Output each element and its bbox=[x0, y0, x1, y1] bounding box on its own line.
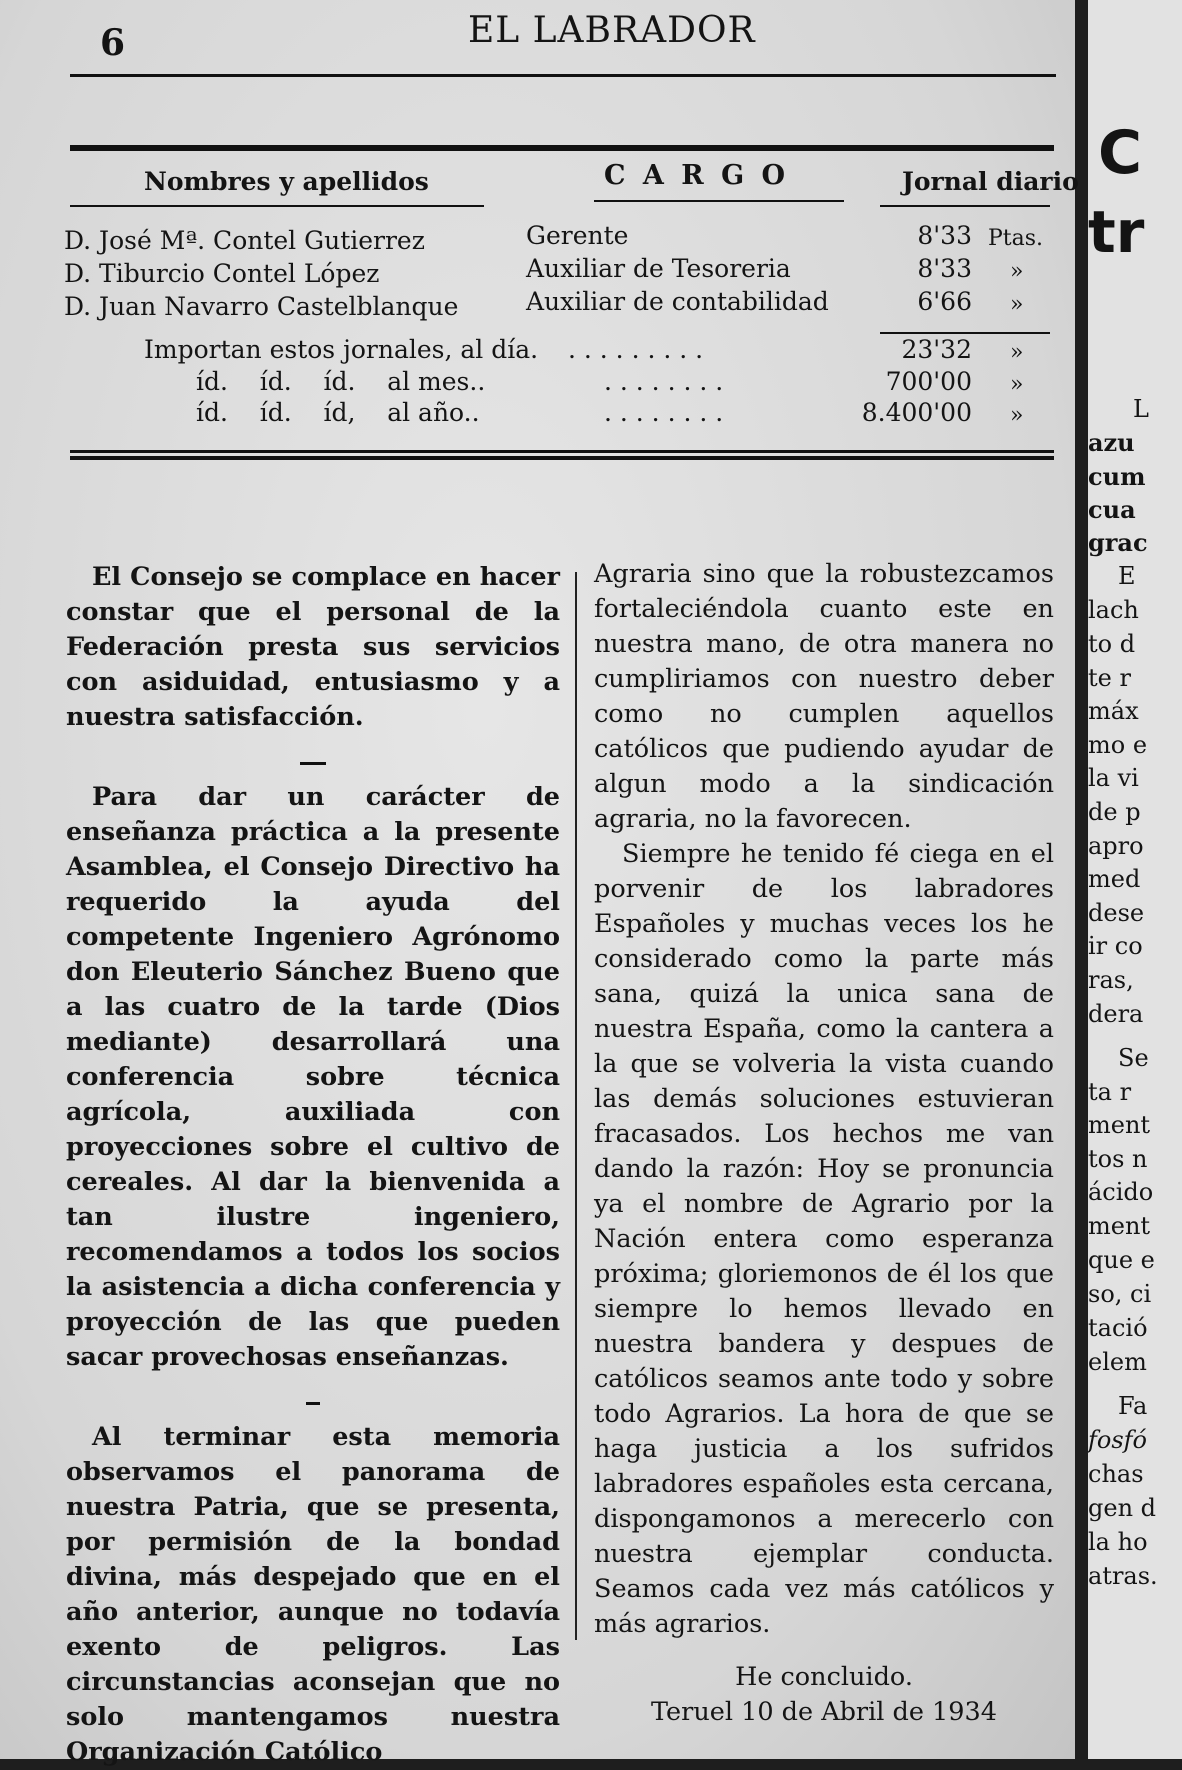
table-bottom-rule-1 bbox=[70, 450, 1054, 453]
table-bottom-rule-2 bbox=[70, 456, 1054, 460]
adjacent-text-line: de p bbox=[1088, 798, 1141, 826]
paragraph-personal: El Consejo se complace en hacer constar que el personal de la Federación presta sus servicios con asiduidad, entusiasmo y a nuestra satisfacción. bbox=[66, 562, 560, 732]
adjacent-text-line: máx bbox=[1088, 697, 1139, 725]
signoff: He concluido. bbox=[735, 1662, 913, 1692]
header-underline-cargo bbox=[594, 200, 844, 202]
leader-dots: . . . . . . . . . bbox=[568, 335, 704, 364]
header-rule bbox=[70, 74, 1056, 77]
adjacent-text-line: atras. bbox=[1088, 1562, 1158, 1590]
row-jornal: 8'33 bbox=[917, 254, 972, 283]
table-top-rule bbox=[70, 145, 1054, 151]
adjacent-text-line: cum bbox=[1088, 462, 1146, 491]
adjacent-text-line: ras, bbox=[1088, 966, 1134, 994]
row-cargo: Auxiliar de Tesoreria bbox=[526, 254, 791, 283]
adjacent-text-line: apro bbox=[1088, 832, 1144, 860]
totals-unit: » bbox=[1010, 372, 1024, 397]
adjacent-text-line: dera bbox=[1088, 1000, 1144, 1028]
paragraph-panorama: Al terminar esta memoria observamos el panorama de nuestra Patria, que se presenta, por permisión de la bondad divina, más despejado que en el año anterior, aunque no todavía exento de peligros. Las circunstancias aconsejan que no solo mantengamos nuestra Organización Católico bbox=[66, 1422, 560, 1767]
row-name: D. José Mª. Contel Gutierrez bbox=[64, 226, 425, 255]
totals-amount: 8.400'00 bbox=[861, 398, 972, 427]
adjacent-text-line: E bbox=[1118, 562, 1136, 590]
adjacent-text-line: lach bbox=[1088, 596, 1139, 624]
adjacent-text-line: so, ci bbox=[1088, 1280, 1152, 1308]
page-number: 6 bbox=[100, 22, 126, 64]
adjacent-text-line: L bbox=[1133, 395, 1149, 423]
row-jornal: 8'33 bbox=[917, 221, 972, 250]
adjacent-text-line: elem bbox=[1088, 1348, 1147, 1376]
adjacent-text-line: fosfó bbox=[1088, 1426, 1147, 1454]
adjacent-page-fragment bbox=[1088, 0, 1182, 1759]
row-cargo: Gerente bbox=[526, 221, 629, 250]
totals-label: íd. íd. íd. al mes.. bbox=[196, 367, 486, 396]
page-header-title: EL LABRADOR bbox=[468, 10, 756, 51]
leader-dots: . . . . . . . . bbox=[604, 398, 724, 427]
adjacent-heading-1: C bbox=[1098, 118, 1143, 188]
left-column bbox=[66, 560, 560, 1770]
adjacent-text-line: ácido bbox=[1088, 1178, 1154, 1206]
adjacent-text-line: azu bbox=[1088, 428, 1135, 457]
totals-label: íd. íd. íd, al año.. bbox=[196, 398, 480, 427]
paragraph-agraria: Agraria sino que la robustezcamos fortaleciéndola cuanto este en nuestra mano, de otra manera no cumpliriamos con nuestro deber como no cumplen aquellos católicos que pudiendo ayudar de algun modo a la sindicación agraria, no la favorecen. bbox=[594, 559, 1054, 834]
adjacent-text-line: Se bbox=[1118, 1044, 1149, 1072]
adjacent-text-line: to d bbox=[1088, 630, 1136, 658]
adjacent-text-line: ta r bbox=[1088, 1078, 1132, 1106]
header-cargo: C A R G O bbox=[604, 160, 790, 191]
leader-dots: . . . . . . . . bbox=[604, 367, 724, 396]
column-divider bbox=[575, 572, 577, 1640]
section-separator bbox=[66, 745, 560, 780]
adjacent-heading-2: tr bbox=[1088, 198, 1145, 266]
adjacent-text-line: tació bbox=[1088, 1314, 1148, 1342]
adjacent-text-line: que e bbox=[1088, 1246, 1155, 1274]
totals-label: Importan estos jornales, al día. bbox=[144, 335, 539, 364]
adjacent-text-line: ment bbox=[1088, 1212, 1151, 1240]
paragraph-conferencia: Para dar un carácter de enseñanza práctica a la presente Asamblea, el Consejo Directivo ha requerido la ayuda del competente Ingeniero Agrónomo don Eleuterio Sánchez Bueno que a las cuatro de la tarde (Dios mediante) desarrollará una conferencia sobre técnica agrícola, auxiliada con proyecciones sobre el cultivo de cereales. Al dar la bienvenida a tan ilustre ingeniero, recomendamos a todos los socios la asistencia a dicha conferencia y proyección de las que pueden sacar provechosas enseñanzas. bbox=[66, 782, 560, 1372]
totals-amount: 700'00 bbox=[885, 367, 972, 396]
row-cargo: Auxiliar de contabilidad bbox=[526, 287, 829, 316]
adjacent-text-line: ment bbox=[1088, 1111, 1151, 1139]
row-unit: Ptas. bbox=[988, 226, 1044, 251]
row-name: D. Tiburcio Contel López bbox=[64, 259, 380, 288]
adjacent-text-line: ir co bbox=[1088, 932, 1143, 960]
adjacent-text-line: med bbox=[1088, 865, 1141, 893]
section-separator bbox=[66, 1385, 560, 1420]
adjacent-text-line: cua bbox=[1088, 495, 1136, 524]
adjacent-text-line: dese bbox=[1088, 899, 1145, 927]
adjacent-text-line: Fa bbox=[1118, 1392, 1148, 1420]
adjacent-text-line: grac bbox=[1088, 528, 1148, 557]
subtotal-rule bbox=[880, 332, 1050, 334]
adjacent-text-line: tos n bbox=[1088, 1145, 1148, 1173]
adjacent-text-line: chas bbox=[1088, 1460, 1144, 1488]
header-underline-names bbox=[70, 205, 484, 207]
closing-date: Teruel 10 de Abril de 1934 bbox=[651, 1697, 997, 1727]
header-underline-jornal bbox=[880, 205, 1050, 207]
adjacent-text-line: gen d bbox=[1088, 1494, 1157, 1522]
row-unit: » bbox=[1010, 259, 1024, 284]
adjacent-text-line: mo e bbox=[1088, 731, 1148, 759]
totals-amount: 23'32 bbox=[901, 335, 972, 364]
totals-unit: » bbox=[1010, 403, 1024, 428]
row-unit: » bbox=[1010, 292, 1024, 317]
totals-unit: » bbox=[1010, 340, 1024, 365]
paragraph-siempre: Siempre he tenido fé ciega en el porvenir de los labradores Españoles y muchas veces los he considerado como la parte más sana, quizá la unica sana de nuestra España, como la cantera a la que se volveria la vista cuando las demás soluciones estuvieran fracasados. Los hechos me van dando la razón: Hoy se pronuncia ya el nombre de Agrario por la Nación entera como esperanza próxima; gloriemonos de él los que siempre lo hemos llevado en nuestra bandera y despues de católicos seamos ante todo y sobre todo Agrarios. La hora de que se haga justicia a los sufridos labradores españoles esta cercana, dispongamonos a merecerlo con nuestra ejemplar conducta. Seamos cada vez más católicos y más agrarios. bbox=[594, 839, 1054, 1639]
right-column bbox=[594, 557, 1054, 1730]
adjacent-text-line: la vi bbox=[1088, 764, 1139, 792]
header-names: Nombres y apellidos bbox=[144, 167, 429, 196]
row-name: D. Juan Navarro Castelblanque bbox=[64, 292, 459, 321]
adjacent-text-line: te r bbox=[1088, 664, 1131, 692]
adjacent-text-line: la ho bbox=[1088, 1528, 1148, 1556]
row-jornal: 6'66 bbox=[917, 287, 972, 316]
header-jornal: Jornal diario bbox=[902, 167, 1079, 196]
